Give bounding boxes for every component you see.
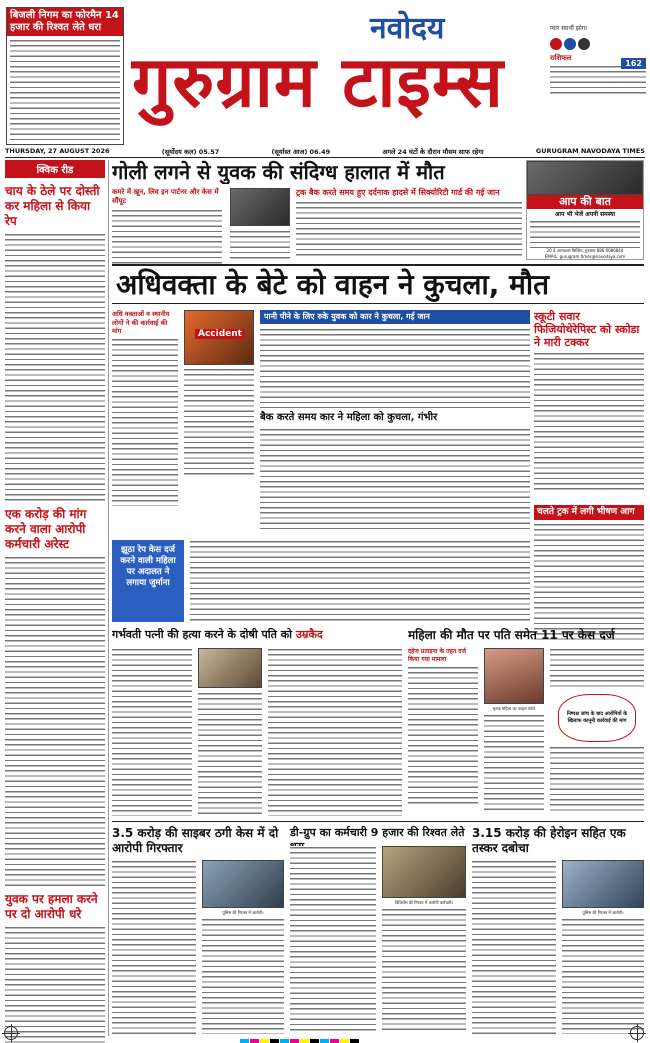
color-bar <box>240 1033 410 1042</box>
pregnant-story <box>112 628 402 818</box>
accident-photo <box>184 310 254 365</box>
right-stories <box>534 310 644 535</box>
sunrise: (सूर्योदय कल) 05.57 <box>161 147 220 156</box>
quote-box <box>558 694 636 742</box>
suicide-title: महिला की मौत पर पति समेत 11 पर केस दर्ज <box>408 628 615 642</box>
bottom-caption: पुलिस की गिरफ्त में आरोपी। <box>222 910 264 915</box>
edition: GURUGRAM NAVODAYA TIMES <box>535 147 645 155</box>
suicide-quote: निष्पक्ष जांच के बाद आरोपियों के खिलाफ कानूनी कार्रवाई की मांग <box>566 711 628 724</box>
masthead <box>0 0 650 156</box>
woman-photo-caption: मृतक महिला का फाइल फोटो <box>492 706 536 711</box>
pregnant-title: गर्भवती पत्नी की हत्या करने के दोषी पति को <box>112 628 292 641</box>
gun-photo <box>230 188 290 226</box>
woman-photo <box>484 648 544 704</box>
court-photo <box>198 648 262 688</box>
bottom-caption: विजिलेंस की गिरफ्त में आरोपी कर्मचारी। <box>394 900 454 905</box>
bottom-story <box>290 826 466 1034</box>
suicide-kicker: दहेज प्रताड़ना के तहत दर्ज किया गया मामला <box>408 648 466 663</box>
lead-side-head: ट्रक बैक करते समय हुए दर्दनाक हादसे में सिक्योरिटी गार्ड की गई जान <box>296 188 500 197</box>
right-tag: प्यार स्वार्थी झोगा <box>550 25 587 32</box>
aap-title: आप की बात <box>527 195 643 209</box>
bottom-title: डी-ग्रुप का कर्मचारी 9 हजार की रिश्वत लेते <box>290 826 465 839</box>
quick-read-tag: क्विक रीड <box>5 160 105 178</box>
bribe-photo <box>382 846 466 898</box>
left-box <box>6 7 124 145</box>
left-story-title: एक करोड़ की मांग करने वाला आरोपी कर्मचारी अरेस्ट <box>5 507 87 551</box>
right-num: 162 <box>621 58 646 69</box>
bottom-title: 3.5 करोड़ की साइबर ठगी केस में दो आरोपी गिरफ्तार <box>112 826 279 855</box>
sunset: (सूर्यास्त आज) 06.49 <box>271 147 331 156</box>
aap-email: EMAIL: gurugram.times@navodaya.com <box>544 254 626 259</box>
truck-fire-strip <box>534 505 644 643</box>
lead-headline: गोली लगने से युवक की संदिग्ध हालात में मौत <box>112 160 445 184</box>
tagline: अगले 24 घंटों के दौरान मौसम साफ रहेगा <box>382 147 484 156</box>
left-story-title: चाय के ठेले पर दोस्ती कर महिला से किया रेप <box>5 184 100 228</box>
arrest-photo <box>202 860 284 908</box>
bottom-story <box>472 826 644 1034</box>
dateline <box>5 146 645 156</box>
lead-story <box>112 160 522 260</box>
protest-photo <box>527 161 643 195</box>
brand-top: नवोदय <box>370 11 445 46</box>
photo-label: Accident <box>195 329 245 339</box>
bottom-caption: पुलिस की गिरफ्त में आरोपी। <box>582 910 624 915</box>
left-column <box>5 160 105 1036</box>
left-story-title: युवक पर हमला करने पर दो आरोपी धरे <box>5 892 98 921</box>
aap-ki-baat <box>526 160 644 260</box>
main-sub-head: पानी पीने के लिए रुके युवक को कार ने कुचला, गई जान <box>260 310 530 324</box>
bottom-story <box>112 826 284 1034</box>
brand-main: गुरुग्राम टाइम्स <box>132 40 504 123</box>
fine-box <box>112 540 184 622</box>
heroin-photo <box>562 860 644 908</box>
bottom-title: 3.15 करोड़ की हेरोइन सहित एक तस्कर दबोचा <box>472 826 626 855</box>
registration-mark <box>630 1026 644 1040</box>
fine-text: झूठा रेप केस दर्ज करने वाली महिला पर अदालत ने लगाया जुर्माना <box>120 545 176 588</box>
lead-bullet: कमरे में खून, लिव इन पार्टनर और केस में सौंपूट <box>112 188 219 205</box>
main-second-head: बैक करते समय कार ने महिला को कुचला, गंभीर <box>260 412 438 423</box>
pregnant-highlight: उम्रकैद <box>295 628 323 641</box>
main-headline: अधिवक्ता के बेटे को वाहन ने कुचला, मौत <box>116 268 550 301</box>
scooter-head: स्कूटी सवार फिजियोथेरेपिस्ट को स्कोडा ने मारी टक्कर <box>534 310 640 349</box>
registration-mark <box>4 1026 18 1040</box>
right-info <box>550 24 646 124</box>
aap-contact: 20 4 आणकारा बिल्डिंग, गुरुग्राम 886 0086844 <box>546 248 624 253</box>
main-bullet: अधि वक्ताओं व स्थानीय लोगों ने की कार्रवाई की मांग <box>112 310 170 335</box>
right-info-title: राशिफल <box>550 54 572 62</box>
truck-fire-head: चलते ट्रक में लगी भीषण आग <box>534 505 644 520</box>
date: THURSDAY, 27 AUGUST 2026 <box>5 147 110 155</box>
main-headline-strip <box>112 264 644 304</box>
main-story <box>112 310 530 535</box>
aap-subtitle: आप भी भेजें अपनी समस्या <box>554 211 616 218</box>
suicide-story <box>408 628 644 818</box>
left-box-title: बिजली निगम का फोरमैन 14 हजार की रिश्वत लेते धरा <box>7 8 123 36</box>
